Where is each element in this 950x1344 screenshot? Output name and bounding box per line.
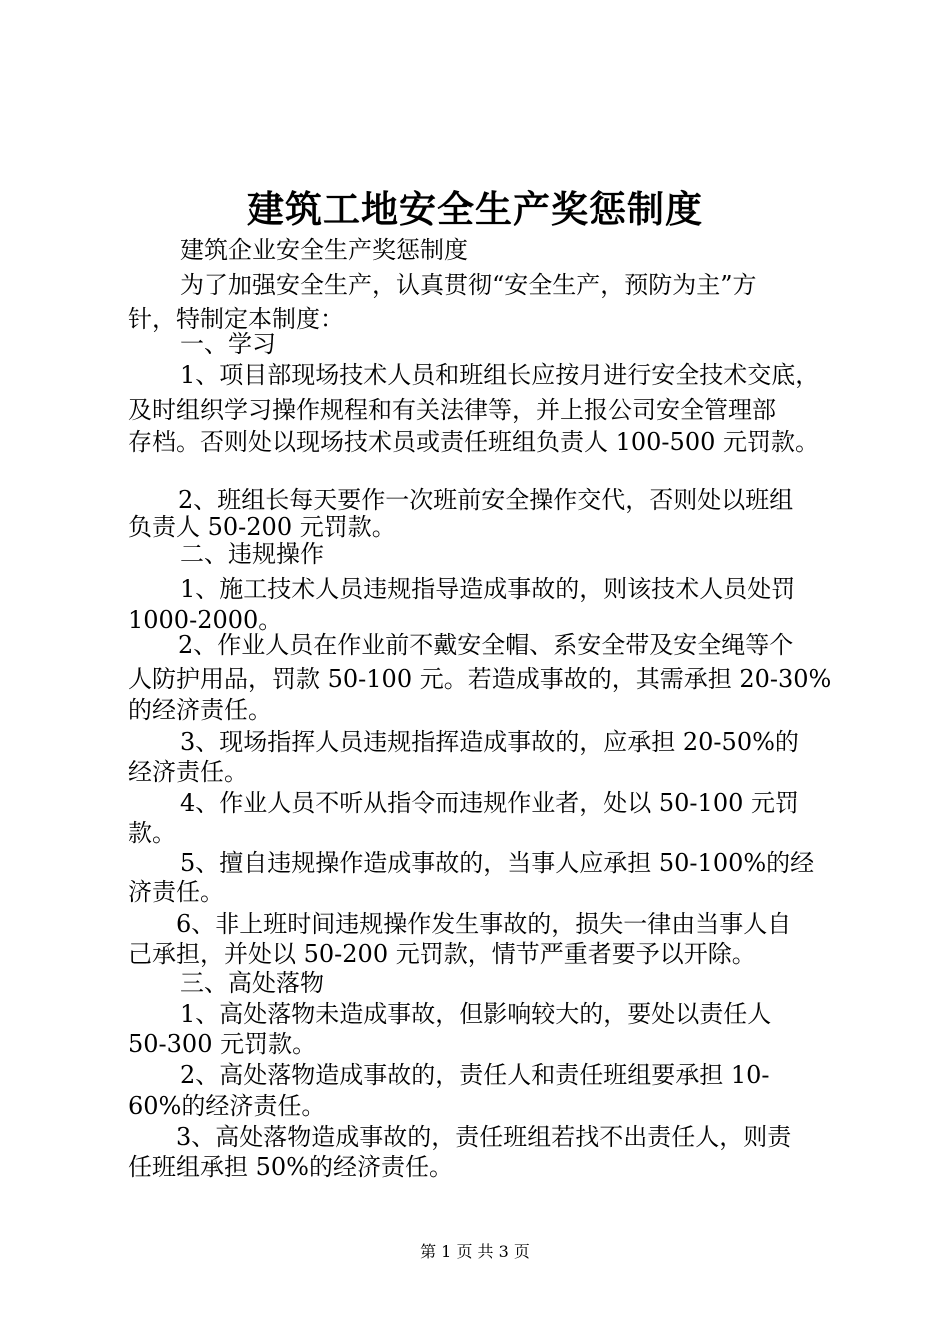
body-line: 的经济责任。 [128, 696, 272, 724]
body-line: 1000-2000。 [128, 606, 283, 634]
document-title: 建筑工地安全生产奖惩制度 [247, 187, 703, 231]
body-line: 任班组承担 50%的经济责任。 [128, 1153, 453, 1181]
body-line: 6、非上班时间违规操作发生事故的，损失一律由当事人自 [176, 910, 792, 938]
body-line: 济责任。 [128, 878, 224, 906]
body-line: 存档。否则处以现场技术员或责任班组负责人 100-500 元罚款。 [128, 428, 819, 456]
body-line: 人防护用品，罚款 50-100 元。若造成事故的，其需承担 20-30% [128, 665, 832, 693]
body-line: 2、班组长每天要作一次班前安全操作交代，否则处以班组 [178, 486, 794, 514]
body-line: 款。 [128, 819, 176, 847]
body-line: 2、高处落物造成事故的，责任人和责任班组要承担 10- [180, 1061, 770, 1089]
body-line: 3、高处落物造成事故的，责任班组若找不出责任人，则责 [176, 1123, 792, 1151]
body-line: 1、项目部现场技术人员和班组长应按月进行安全技术交底， [180, 361, 820, 389]
body-line: 1、施工技术人员违规指导造成事故的，则该技术人员处罚 [180, 575, 796, 603]
section-heading: 二、违规操作 [180, 540, 324, 568]
body-line: 为了加强安全生产，认真贯彻“安全生产，预防为主”方 [180, 271, 757, 299]
doc-subtitle: 建筑企业安全生产奖惩制度 [180, 236, 468, 264]
body-line: 针，特制定本制度： [128, 305, 344, 333]
body-line: 4、作业人员不听从指令而违规作业者，处以 50-100 元罚 [180, 789, 799, 817]
body-line: 己承担，并处以 50-200 元罚款，情节严重者要予以开除。 [128, 940, 756, 968]
body-line: 及时组织学习操作规程和有关法律等，并上报公司安全管理部 [128, 396, 776, 424]
body-line: 2、作业人员在作业前不戴安全帽、系安全带及安全绳等个 [178, 631, 794, 659]
body-line: 负责人 50-200 元罚款。 [128, 513, 396, 541]
body-line: 3、现场指挥人员违规指挥造成事故的，应承担 20-50%的 [180, 728, 799, 756]
section-heading: 三、高处落物 [180, 969, 324, 997]
page-footer: 第 1 页 共 3 页 [420, 1242, 530, 1261]
body-line: 5、擅自违规操作造成事故的，当事人应承担 50-100%的经 [180, 849, 815, 877]
body-line: 60%的经济责任。 [128, 1092, 326, 1120]
body-line: 50-300 元罚款。 [128, 1030, 317, 1058]
body-line: 经济责任。 [128, 758, 248, 786]
body-line: 1、高处落物未造成事故，但影响较大的，要处以责任人 [180, 1000, 772, 1028]
section-heading: 一、学习 [180, 330, 276, 358]
